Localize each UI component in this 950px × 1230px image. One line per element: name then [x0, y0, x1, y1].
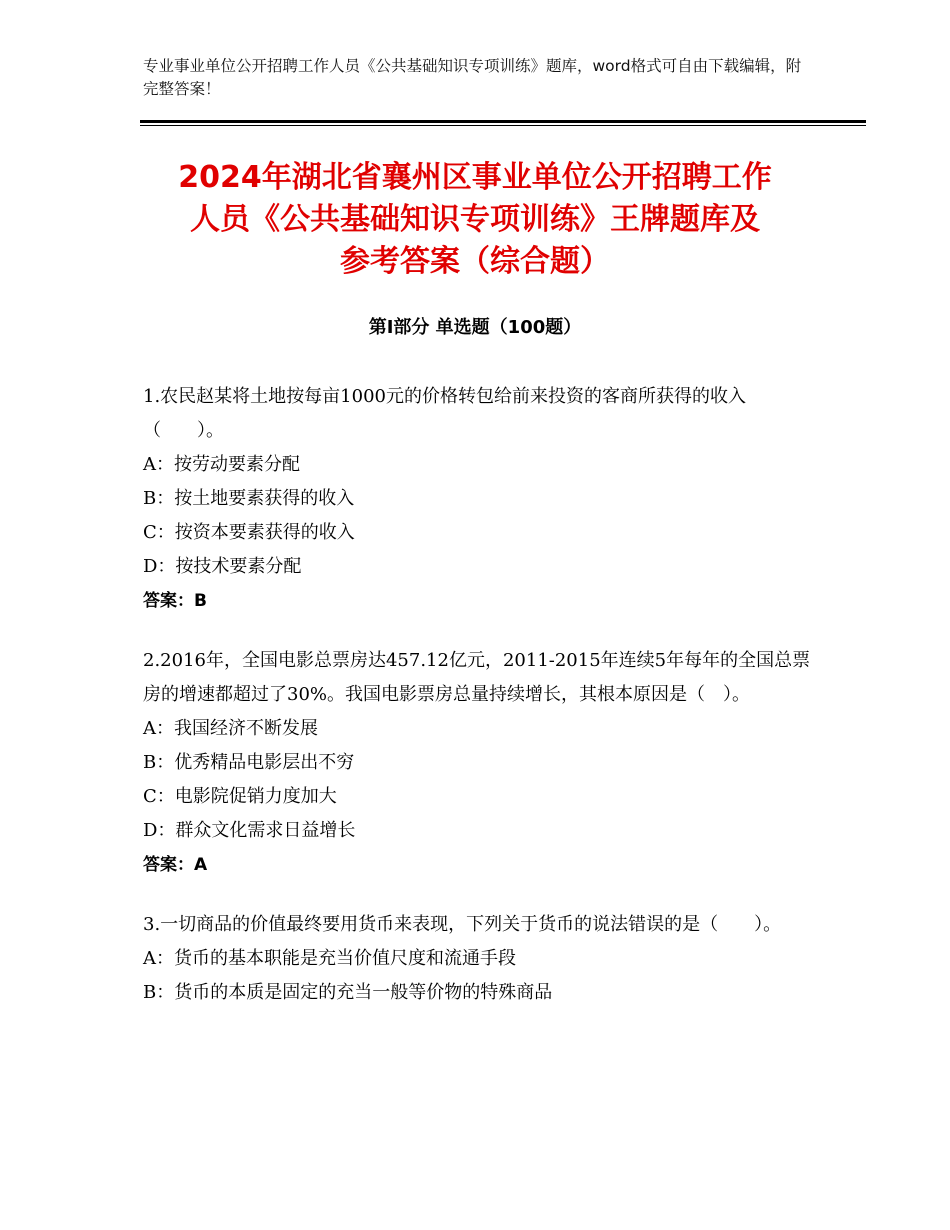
- question-1: [143, 380, 813, 618]
- question-3: [143, 908, 813, 1010]
- question-2: [143, 644, 813, 882]
- question-stem: 2.2016年，全国电影总票房达457.12亿元，2011-2015年连续5年每年的全国总票房的增速都超过了30%。我国电影票房总量持续增长，其根本原因是（ ）。: [143, 650, 811, 705]
- answer-label: 答案：B: [143, 591, 207, 611]
- option-d: D：按技术要素分配: [143, 556, 302, 577]
- option-b: B：优秀精品电影层出不穷: [143, 752, 355, 773]
- option-b: B：按土地要素获得的收入: [143, 488, 355, 509]
- section-heading: 第Ⅰ部分 单选题（100题）: [368, 317, 582, 338]
- header-rule-thin: [140, 125, 866, 126]
- option-c: C：按资本要素获得的收入: [143, 522, 355, 543]
- question-stem: 3.一切商品的价值最终要用货币来表现，下列关于货币的说法错误的是（ ）。: [143, 914, 782, 935]
- option-d: D：群众文化需求日益增长: [143, 820, 356, 841]
- question-stem: 1.农民赵某将土地按每亩1000元的价格转包给前来投资的客商所获得的收入（ ）。: [143, 386, 746, 441]
- question-list: [143, 380, 813, 1036]
- header-rule-thick: [140, 120, 866, 123]
- title-line: 参考答案（综合题）: [340, 244, 610, 279]
- header-note: 专业事业单位公开招聘工作人员《公共基础知识专项训练》题库，word格式可自由下载编辑，附完整答案！: [143, 57, 802, 98]
- title-line: 2024年湖北省襄州区事业单位公开招聘工作: [178, 160, 772, 195]
- option-a: A：我国经济不断发展: [143, 718, 318, 739]
- option-a: A：按劳动要素分配: [143, 454, 300, 475]
- title-line: 人员《公共基础知识专项训练》王牌题库及: [190, 202, 760, 237]
- document-title: [100, 157, 850, 283]
- option-b: B：货币的本质是固定的充当一般等价物的特殊商品: [143, 982, 553, 1003]
- option-a: A：货币的基本职能是充当价值尺度和流通手段: [143, 948, 516, 969]
- option-c: C：电影院促销力度加大: [143, 786, 337, 807]
- answer-label: 答案：A: [143, 855, 208, 875]
